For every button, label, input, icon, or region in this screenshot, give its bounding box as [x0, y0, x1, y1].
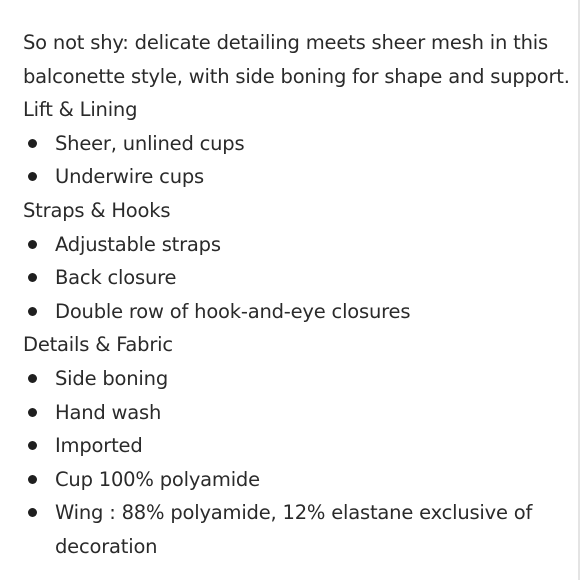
- section-heading-details-fabric: Details & Fabric: [23, 333, 173, 357]
- list-item: [23, 463, 553, 497]
- bullet-icon: [28, 374, 37, 383]
- list-item: [23, 295, 553, 329]
- product-description: [23, 26, 570, 564]
- bullet-icon: [28, 508, 37, 517]
- intro-line-2: balconette style, with side boning for shape and support.: [23, 64, 570, 88]
- bullet-icon: [28, 273, 37, 282]
- list-item: [23, 261, 553, 295]
- bullet-icon: [28, 475, 37, 484]
- list-item: [23, 160, 553, 194]
- list-details-fabric: [23, 362, 553, 564]
- section-heading-lift-lining: Lift & Lining: [23, 98, 138, 122]
- list-straps-hooks: [23, 228, 553, 329]
- bullet-icon: [28, 172, 37, 181]
- intro-line-1: So not shy: delicate detailing meets sheer mesh in this: [23, 31, 548, 54]
- list-item: [23, 228, 553, 262]
- bullet-icon: [28, 139, 37, 148]
- list-item-text: Side boning: [55, 366, 168, 390]
- list-item-text: Back closure: [55, 266, 177, 290]
- bullet-icon: [28, 441, 37, 450]
- list-item: [23, 496, 553, 563]
- list-item: [23, 362, 553, 396]
- list-item-text: Cup 100% polyamide: [55, 467, 260, 491]
- list-item: [23, 127, 553, 161]
- list-lift-lining: [23, 127, 553, 194]
- list-item-text: Adjustable straps: [55, 232, 221, 256]
- list-item-text: Imported: [55, 434, 143, 458]
- list-item: [23, 396, 553, 430]
- bullet-icon: [28, 240, 37, 249]
- list-item-text: Wing : 88% polyamide, 12% elastane exclusive of decoration: [55, 501, 533, 558]
- list-item-text: Sheer, unlined cups: [55, 131, 245, 155]
- section-heading-straps-hooks: Straps & Hooks: [23, 198, 171, 222]
- list-item-text: Double row of hook-and-eye closures: [55, 299, 411, 323]
- bullet-icon: [28, 307, 37, 316]
- list-item: [23, 429, 553, 463]
- bullet-icon: [28, 408, 37, 417]
- list-item-text: Underwire cups: [55, 165, 204, 189]
- list-item-text: Hand wash: [55, 400, 162, 424]
